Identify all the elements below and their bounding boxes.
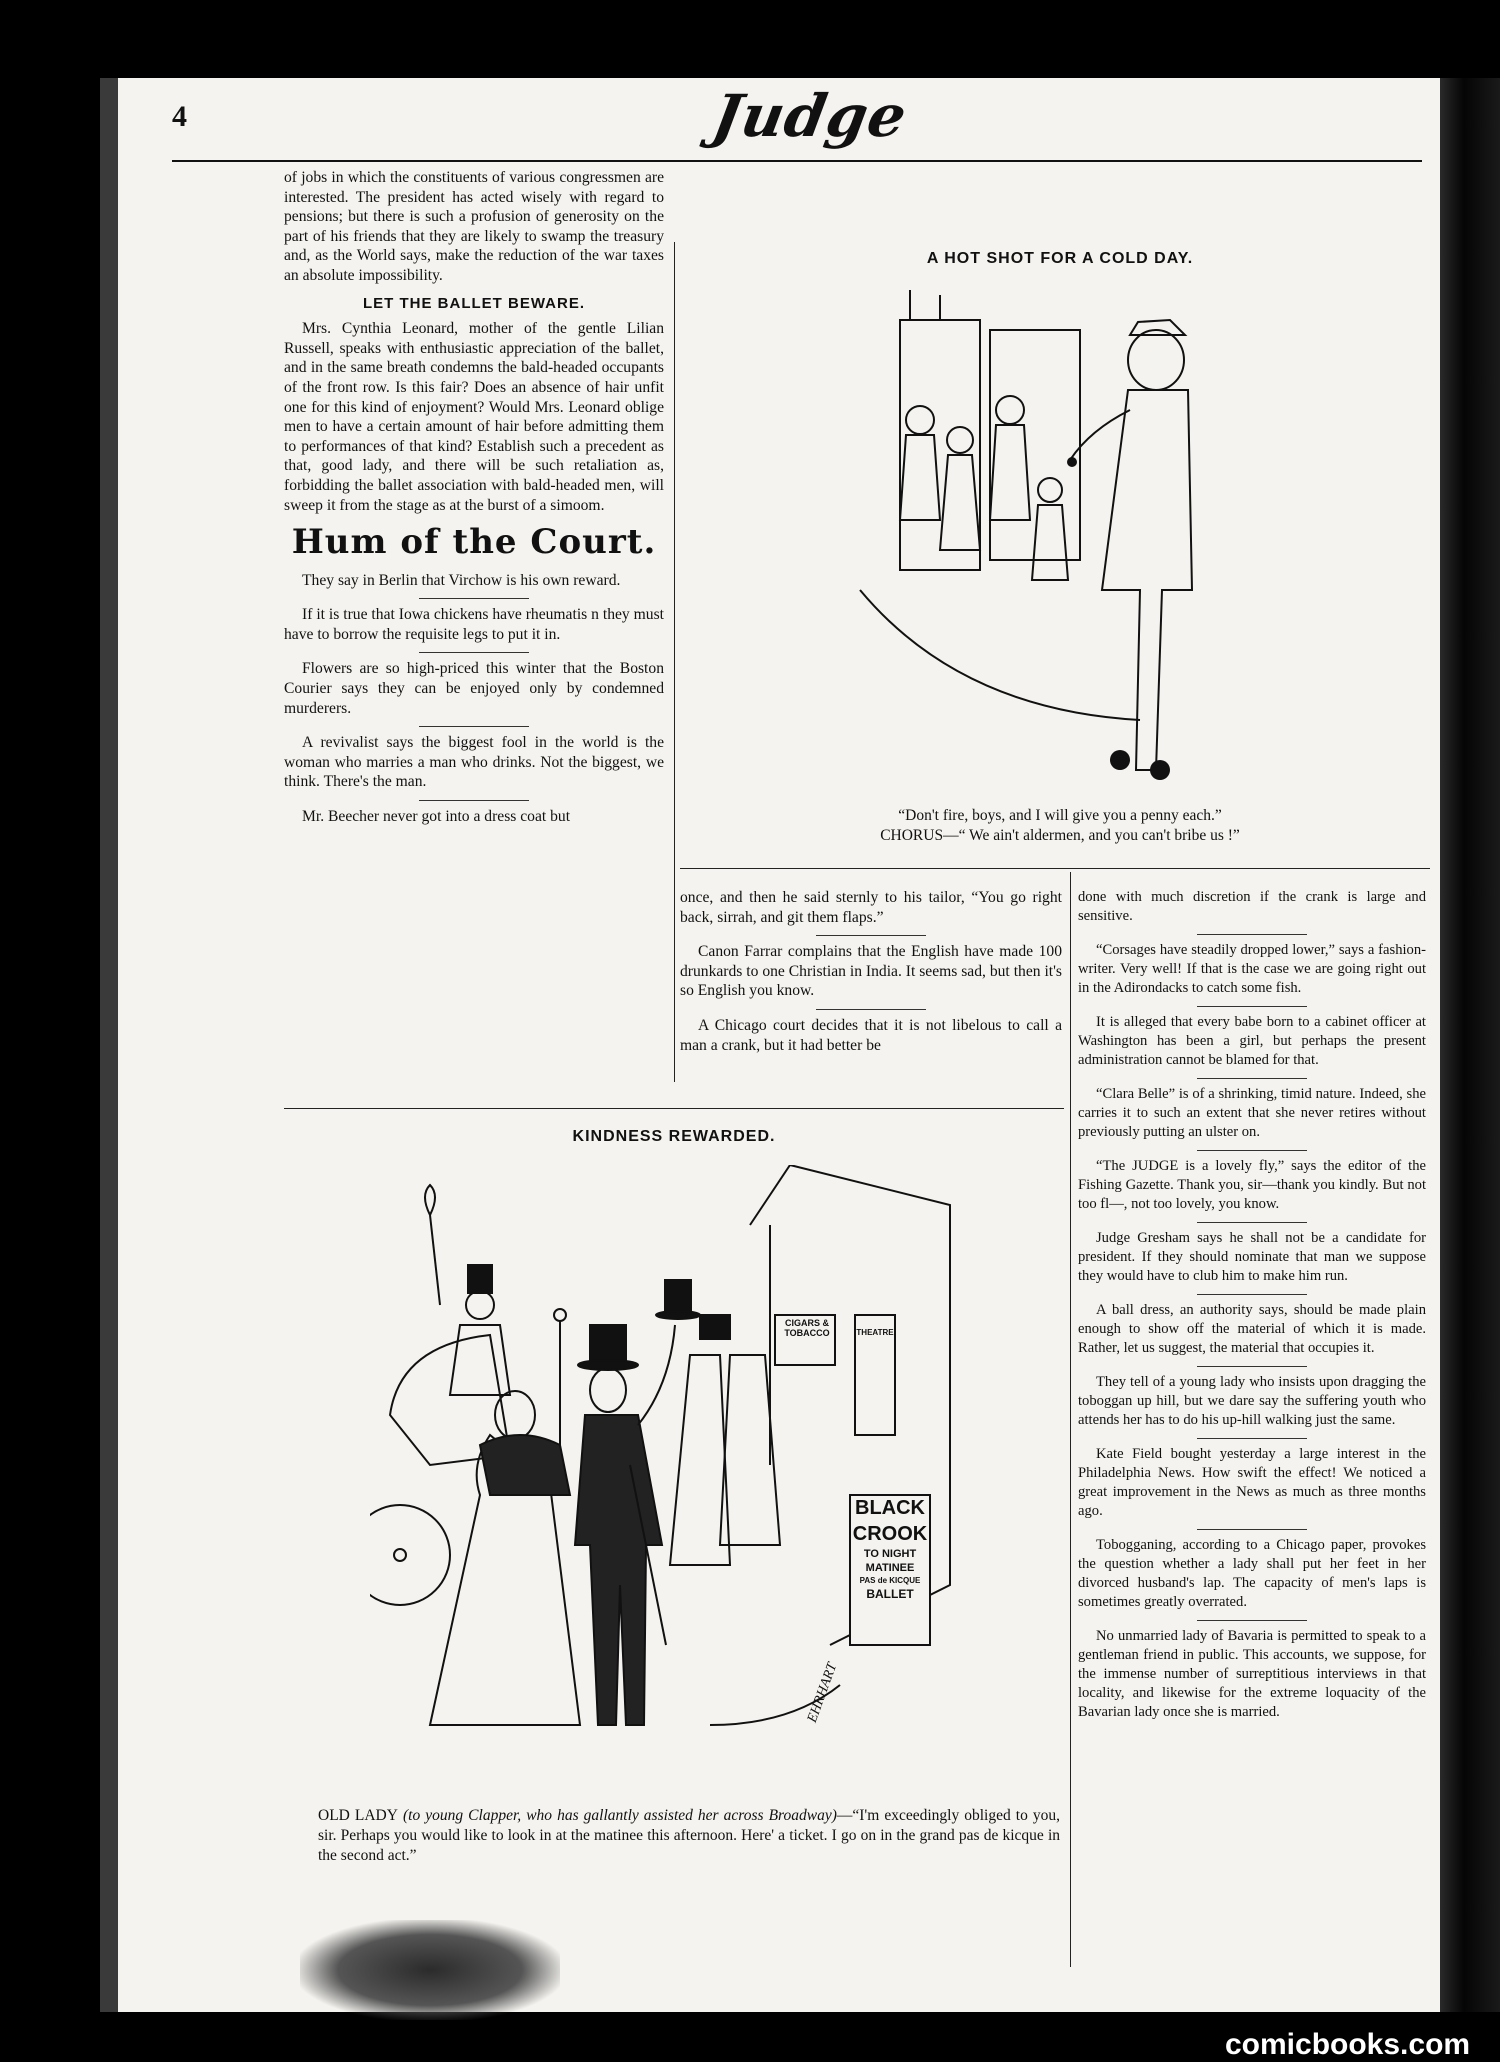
column-item: Judge Gresham says he shall not be a candidate for president. If they should nominate that man we suppose they would have to club him to make him run. [1078, 1230, 1426, 1284]
cartoon-caption [690, 806, 1430, 846]
caption-line: “Don't fire, boys, and I will give you a penny each.” [898, 807, 1222, 824]
facing-page-edge [1440, 78, 1500, 2012]
item-divider [419, 598, 529, 599]
intro-paragraph: of jobs in which the constituents of various congressmen are interested. The president has acted wisely with regard to pensions; but there is such a profusion of generosity on the part of his friends that they are likely to swamp the treasury and, as the World says, make the reduction of the war taxes an absolute impossibility. [284, 169, 664, 284]
item-divider [1197, 1294, 1307, 1295]
column-item: Tobogganing, according to a Chicago paper, provokes the question whether a lady shall put her feet in her divorced husband's lap. The capacity of men's laps is sometimes greatly overrated. [1078, 1537, 1426, 1610]
column-item: “The JUDGE is a lovely fly,” says the editor of the Fishing Gazette. Thank you, sir—thank you kindly. But not too fl—, not too lovely, you know. [1078, 1158, 1426, 1212]
item-divider [1197, 1222, 1307, 1223]
caption-text: —“I'm exceedingly obliged to you, sir. Perhaps you would like to look in at the matinee this afternoon. Here' a ticket. I go on in the grand pas de kicque in the second act.” [318, 1807, 1061, 1864]
item-divider [419, 800, 529, 801]
column-item: Canon Farrar complains that the English have made 100 drunkards to one Christian in India. It seems sad, but then it's so English you know. [680, 943, 1062, 1000]
column-item: Flowers are so high-priced this winter that the Boston Courier says they can be enjoyed only by condemned murderers. [284, 660, 664, 717]
column-item: Mr. Beecher never got into a dress coat but [302, 808, 571, 826]
item-divider [419, 652, 529, 653]
sign-line: MATINEE [865, 1562, 915, 1574]
sign-line: BALLET [866, 1587, 914, 1601]
masthead-title: Judge [707, 82, 913, 150]
cartoon-title: KINDNESS REWARDED. [572, 1128, 776, 1145]
item-divider [1197, 1006, 1307, 1007]
artist-signature: EHRHART [804, 1661, 841, 1725]
sign-line: TO NIGHT [863, 1548, 917, 1560]
column-item: once, and then he said sternly to his tailor, “You go right back, sirrah, and git them flaps.” [680, 889, 1062, 926]
column-item: A Chicago court decides that it is not libelous to call a man a crank, but it had better be [680, 1016, 1062, 1054]
page-number: 4 [172, 100, 187, 133]
column-item: Kate Field bought yesterday a large interest in the Philadelphia News. How swift the effect! We noticed a great improvement in the News as much as three months ago. [1078, 1446, 1426, 1519]
item-divider [419, 726, 529, 727]
column-left [284, 168, 664, 835]
column-item: “Corsages have steadily dropped lower,” says a fashion-writer. Very well! If that is the case we are going right out in the Adirondacks to catch some fish. [1078, 942, 1426, 996]
caption-direction: (to young Clapper, who has gallantly assisted her across Broadway) [403, 1807, 837, 1824]
column-item: done with much discretion if the crank is large and sensitive. [1078, 889, 1426, 924]
item-divider [1197, 1366, 1307, 1367]
ballet-paragraph: Mrs. Cynthia Leonard, mother of the gentle Lilian Russell, speaks with enthusiastic appreciation of the ballet, and in the same breath condemns the bald-headed occupants of the front row. Is this fair? Does an absence of hair unfit one for this kind of enjoyment? Would Mrs. Leonard oblige men to have a certain amount of hair before admitting them to performances of that kind? Establish such a precedent as that, good lady, and there will be such retaliation as, forbidding the ballet association with bald-headed men, will sweep it from the stage as at the burst of a simoom. [284, 320, 664, 514]
watermark-text: comicbooks.com [1225, 2028, 1471, 2061]
section-rule [680, 868, 1430, 869]
column-item: They tell of a young lady who insists upon dragging the toboggan up hill, but we dare say the suffering youth who attends her has to do his up-hill walking just the same. [1078, 1374, 1426, 1428]
caption-speaker: OLD LADY [318, 1807, 398, 1824]
item-divider [1197, 1150, 1307, 1151]
column-item: If it is true that Iowa chickens have rheumatis n they must have to borrow the requisite legs to put it in. [284, 606, 664, 643]
item-divider [1197, 1529, 1307, 1530]
section-rule [284, 1108, 1064, 1109]
column-middle [680, 888, 1062, 1063]
cigars-tobacco-sign: CIGARS & TOBACCO [784, 1318, 830, 1338]
ballet-heading: LET THE BALLET BEWARE. [363, 294, 585, 312]
caption-line: —“ We ain't aldermen, and you can't bribe us !” [943, 827, 1240, 844]
hum-of-the-court-heading: Hum of the Court. [291, 522, 657, 563]
item-divider [1197, 1438, 1307, 1439]
column-item: “Clara Belle” is of a shrinking, timid nature. Indeed, she carries it to such an extent that she never retires without previously putting an ulster on. [1078, 1086, 1426, 1140]
theatre-sign: THEATRE [856, 1328, 894, 1337]
item-divider [816, 935, 926, 936]
sign-line: BLACK [855, 1497, 925, 1519]
black-crook-sign [850, 1495, 930, 1602]
column-rule [1070, 872, 1071, 1967]
cartoon-caption [318, 1806, 1060, 1866]
binding-edge [100, 78, 118, 2012]
column-item: It is alleged that every babe born to a cabinet officer at Washington has been a girl, but perhaps the present administration cannot be blamed for that. [1078, 1014, 1426, 1068]
cartoon-hot-shot-illustration [840, 290, 1260, 790]
ink-smudge [300, 1920, 560, 2020]
sign-line: CROOK [852, 1523, 928, 1545]
column-item: A ball dress, an authority says, should be made plain enough to show off the material of which it is made. Rather, let us suggest, the material that occupies it. [1078, 1302, 1426, 1356]
column-item: No unmarried lady of Bavaria is permitted to speak to a gentleman friend in public. This accounts, we suppose, for the immense number of surreptitious interviews in that locality, and likewise for the extreme loquacity of the Bavarian lady once she is married. [1078, 1628, 1426, 1720]
sign-line: PAS de KICQUE [859, 1576, 921, 1585]
cartoon-kindness-illustration [370, 1165, 960, 1785]
column-right [1078, 888, 1426, 1730]
header-rule [172, 160, 1422, 162]
column-item: A revivalist says the biggest fool in the world is the woman who marries a man who drinks. Not the biggest, we think. There's the man. [284, 734, 664, 791]
item-divider [1197, 934, 1307, 935]
column-item: They say in Berlin that Virchow is his own reward. [302, 571, 621, 589]
cartoon-title: A HOT SHOT FOR A COLD DAY. [926, 250, 1194, 267]
item-divider [1197, 1620, 1307, 1621]
column-rule [674, 242, 675, 1082]
chorus-label: CHORUS [880, 827, 944, 844]
item-divider [816, 1009, 926, 1010]
item-divider [1197, 1078, 1307, 1079]
